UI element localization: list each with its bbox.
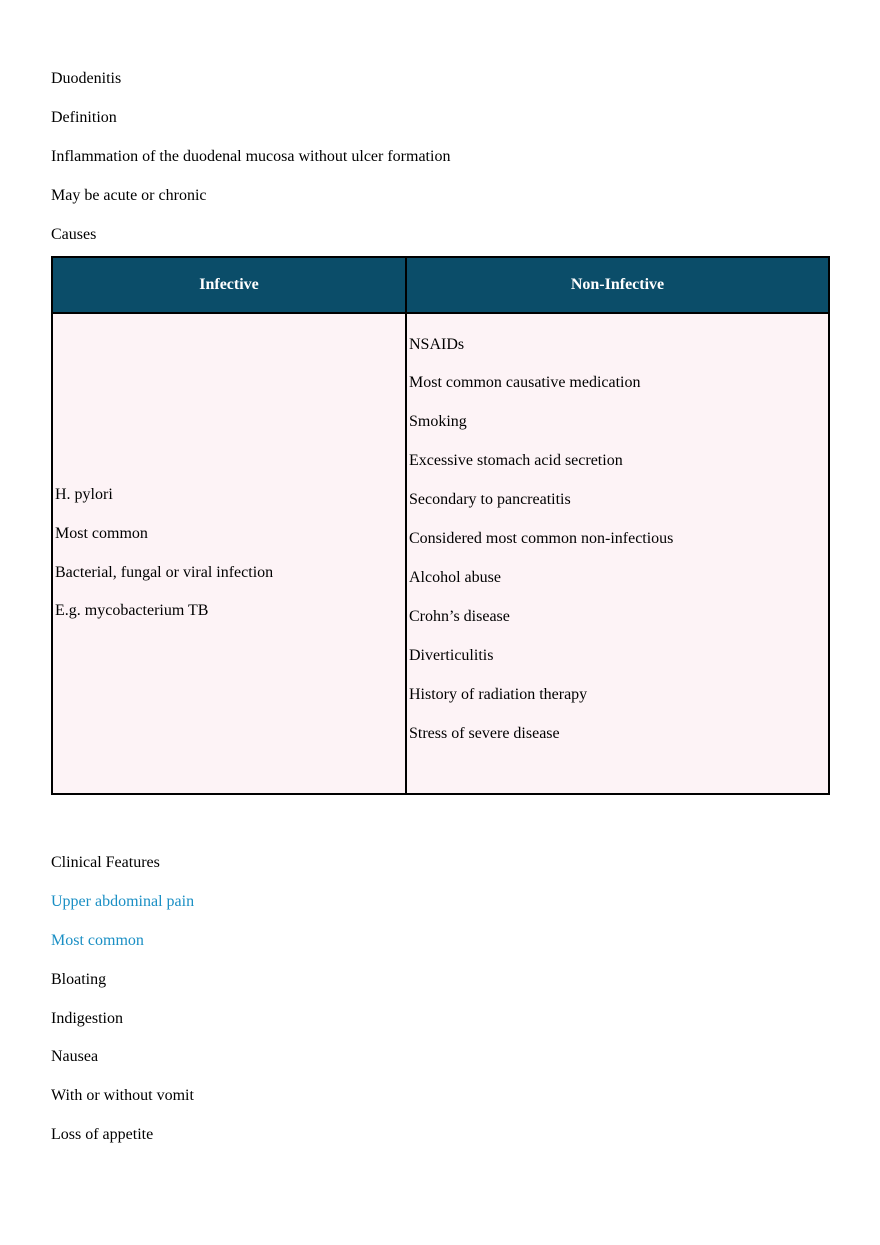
list-item: E.g. mycobacterium TB: [55, 602, 209, 620]
clinical-feature-item: Indigestion: [51, 1010, 123, 1027]
column-header-non-infective: Non-Infective: [406, 257, 829, 313]
document-title: Duodenitis: [51, 70, 122, 87]
clinical-features-heading: Clinical Features: [51, 854, 160, 871]
clinical-feature-item: Most common: [51, 932, 144, 949]
causes-table: [51, 256, 830, 795]
clinical-feature-item: Upper abdominal pain: [51, 893, 195, 910]
list-item: NSAIDs: [409, 335, 465, 353]
clinical-feature-item: Bloating: [51, 971, 107, 988]
list-item: Smoking: [409, 413, 467, 431]
list-item: Stress of severe disease: [409, 724, 560, 742]
list-item: Considered most common non-infectious: [409, 530, 674, 548]
clinical-feature-item: With or without vomit: [51, 1087, 194, 1104]
clinical-feature-item: Nausea: [51, 1048, 99, 1065]
column-header-infective: Infective: [52, 257, 406, 313]
non-infective-cell: [406, 313, 829, 794]
list-item: Alcohol abuse: [409, 568, 501, 586]
list-item: Most common causative medication: [409, 374, 641, 392]
table-row: [52, 313, 829, 794]
definition-item: Inflammation of the duodenal mucosa without ulcer formation: [51, 148, 451, 165]
list-item: History of radiation therapy: [409, 685, 588, 703]
clinical-feature-item: Loss of appetite: [51, 1126, 154, 1143]
list-item: Most common: [55, 524, 148, 542]
list-item: Excessive stomach acid secretion: [409, 452, 623, 470]
infective-cell: [52, 313, 406, 794]
list-item: H. pylori: [55, 485, 113, 503]
definition-heading: Definition: [51, 109, 117, 126]
causes-heading: Causes: [51, 226, 97, 243]
table-header-row: [52, 257, 829, 313]
definition-item: May be acute or chronic: [51, 187, 207, 204]
list-item: Diverticulitis: [409, 646, 494, 664]
list-item: Secondary to pancreatitis: [409, 491, 571, 509]
list-item: Crohn’s disease: [409, 607, 510, 625]
list-item: Bacterial, fungal or viral infection: [55, 563, 274, 581]
